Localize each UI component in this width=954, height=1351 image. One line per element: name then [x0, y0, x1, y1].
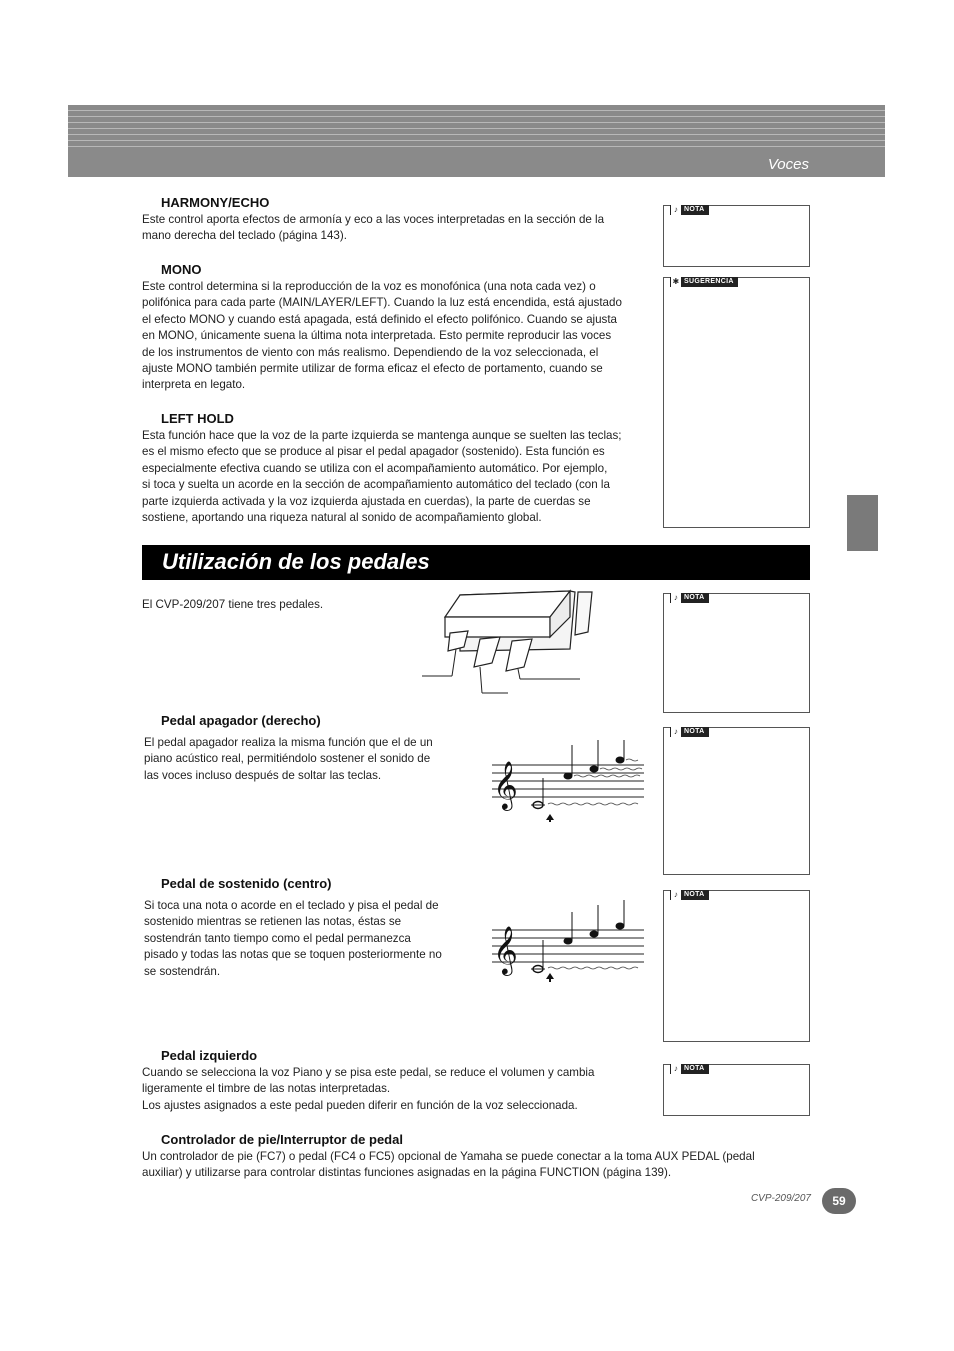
harmony-text — [142, 212, 647, 245]
pedal-illustration — [420, 587, 605, 695]
text-line: El pedal apagador realiza la misma función que el de un — [144, 736, 433, 749]
text-line: Los ajustes asignados a este pedal pueden diferir en función de la voz seleccionada. — [142, 1098, 578, 1112]
sostenuto-heading: Pedal de sostenido (centro) — [161, 876, 332, 891]
nota-badge: ♪ NOTA — [670, 727, 709, 737]
nota-badge: ♪ NOTA — [670, 593, 709, 603]
text-line: es el mismo efecto que se produce al pisar el pedal apagador (sostenido). Esta función es — [142, 445, 605, 459]
section-label: Voces — [767, 156, 809, 173]
text-line: si toca y suelta un acorde en la sección de acompañamiento automático del teclado (con la — [142, 478, 610, 492]
left-pedal-text — [142, 1065, 647, 1114]
treble-clef-icon: 𝄞 — [493, 760, 518, 809]
text-line: se sostendrán. — [144, 964, 221, 978]
damper-heading: Pedal apagador (derecho) — [161, 713, 321, 728]
nota-box — [663, 205, 810, 267]
damper-notation — [488, 740, 648, 822]
text-line: auxiliar) y utilizarse para controlar distintas funciones asignadas en la página FUNCTION (página 139). — [142, 1166, 672, 1180]
note-icon: ♪ — [671, 1064, 681, 1074]
text-line: Esta función hace que la voz de la parte izquierda se mantenga aunque se suelten las teclas; — [142, 429, 622, 442]
lefthold-heading: LEFT HOLD — [161, 411, 234, 426]
nota-box — [663, 890, 810, 1042]
header-stripes — [68, 105, 885, 153]
text-line: interpreta en legato. — [142, 378, 246, 392]
text-line: el efecto MONO y cuando está apagada, está definido el efecto polifónico. Cuando se ajusta — [142, 312, 618, 326]
section-title-bar — [142, 545, 810, 580]
text-line: Este control aporta efectos de armonía y eco a las voces interpretadas en la sección de la — [142, 213, 605, 226]
text-line: Este control determina si la reproducción de la voz es monofónica (una nota cada vez) o — [142, 280, 596, 293]
text-line: sostendrán tanto tiempo como el pedal permanezca — [144, 931, 411, 945]
mono-text — [142, 279, 647, 394]
text-line: las voces incluso después de soltar las teclas. — [144, 768, 382, 782]
text-line: parte izquierda activada y la voz izquierda ajustada en cuerdas), la parte de cuerdas se — [142, 494, 591, 508]
section-title: Utilización de los pedales — [162, 549, 430, 574]
text-line: en MONO, únicamente suena la última nota interpretada. Esto permite reproducir las voces — [142, 329, 612, 343]
treble-clef-icon: 𝄞 — [493, 925, 518, 974]
lefthold-text — [142, 428, 647, 526]
text-line: polifónica para cada parte (MAIN/LAYER/LEFT). Cuando la luz está encendida, está ajustado — [142, 296, 622, 310]
harmony-heading: HARMONY/ECHO — [161, 195, 270, 210]
text-line: pisado y todas las notas que se toquen posteriormente no — [144, 948, 442, 962]
sostenuto-notation — [488, 900, 648, 986]
nota-badge: ♪ NOTA — [670, 890, 709, 900]
note-icon: ♪ — [671, 890, 681, 900]
note-icon: ♪ — [671, 727, 681, 737]
sugerencia-badge: ✱ SUGERENCIA — [670, 277, 738, 287]
text-line: especialmente efectiva cuando se utiliza con el acompañamiento automático. Por ejemplo, — [142, 461, 608, 475]
text-line: piano acústico real, permitiéndolo sostener el sonido de — [144, 752, 431, 766]
damper-text — [144, 735, 474, 784]
sostenuto-text — [144, 898, 474, 980]
foot-controller-heading: Controlador de pie/Interruptor de pedal — [161, 1132, 403, 1147]
pedals-intro: El CVP-209/207 tiene tres pedales. — [142, 598, 324, 611]
left-pedal-heading: Pedal izquierdo — [161, 1048, 258, 1063]
page-number: 59 — [822, 1188, 856, 1214]
text-line: sostenido mientras se retienen las notas, éstas se — [144, 915, 402, 929]
text-line: mano derecha del teclado (página 143). — [142, 229, 347, 243]
nota-badge: ♪ NOTA — [670, 1064, 709, 1074]
nota-box — [663, 1064, 810, 1116]
nota-box — [663, 727, 810, 875]
nota-box — [663, 593, 810, 713]
nota-badge: ♪ NOTA — [670, 205, 709, 215]
mono-heading: MONO — [161, 262, 202, 277]
thumb-tab — [847, 495, 878, 551]
note-icon: ♪ — [671, 593, 681, 603]
text-line: de los instrumentos de viento con más realismo. Dependiendo de la voz seleccionada, el — [142, 345, 599, 359]
text-line: ajuste MONO también permite utilizar de forma eficaz el efecto de portamento, cuando se — [142, 362, 603, 376]
foot-controller-text — [142, 1149, 822, 1182]
text-line: sostiene, aportando una riqueza natural al sonido de acompañamiento global. — [142, 511, 542, 525]
text-line: ligeramente el timbre de las notas interpretadas. — [142, 1082, 391, 1096]
sugerencia-box — [663, 277, 810, 528]
note-icon: ♪ — [671, 205, 681, 215]
bulb-icon: ✱ — [672, 277, 680, 286]
text-line: Si toca una nota o acorde en el teclado y pisa el pedal de — [144, 899, 439, 912]
model-label: CVP-209/207 — [750, 1193, 811, 1204]
text-line: Un controlador de pie (FC7) o pedal (FC4 o FC5) opcional de Yamaha se puede conectar a la toma AUX PEDAL (pedal — [142, 1150, 755, 1163]
text-line: Cuando se selecciona la voz Piano y se pisa este pedal, se reduce el volumen y cambia — [142, 1066, 595, 1079]
